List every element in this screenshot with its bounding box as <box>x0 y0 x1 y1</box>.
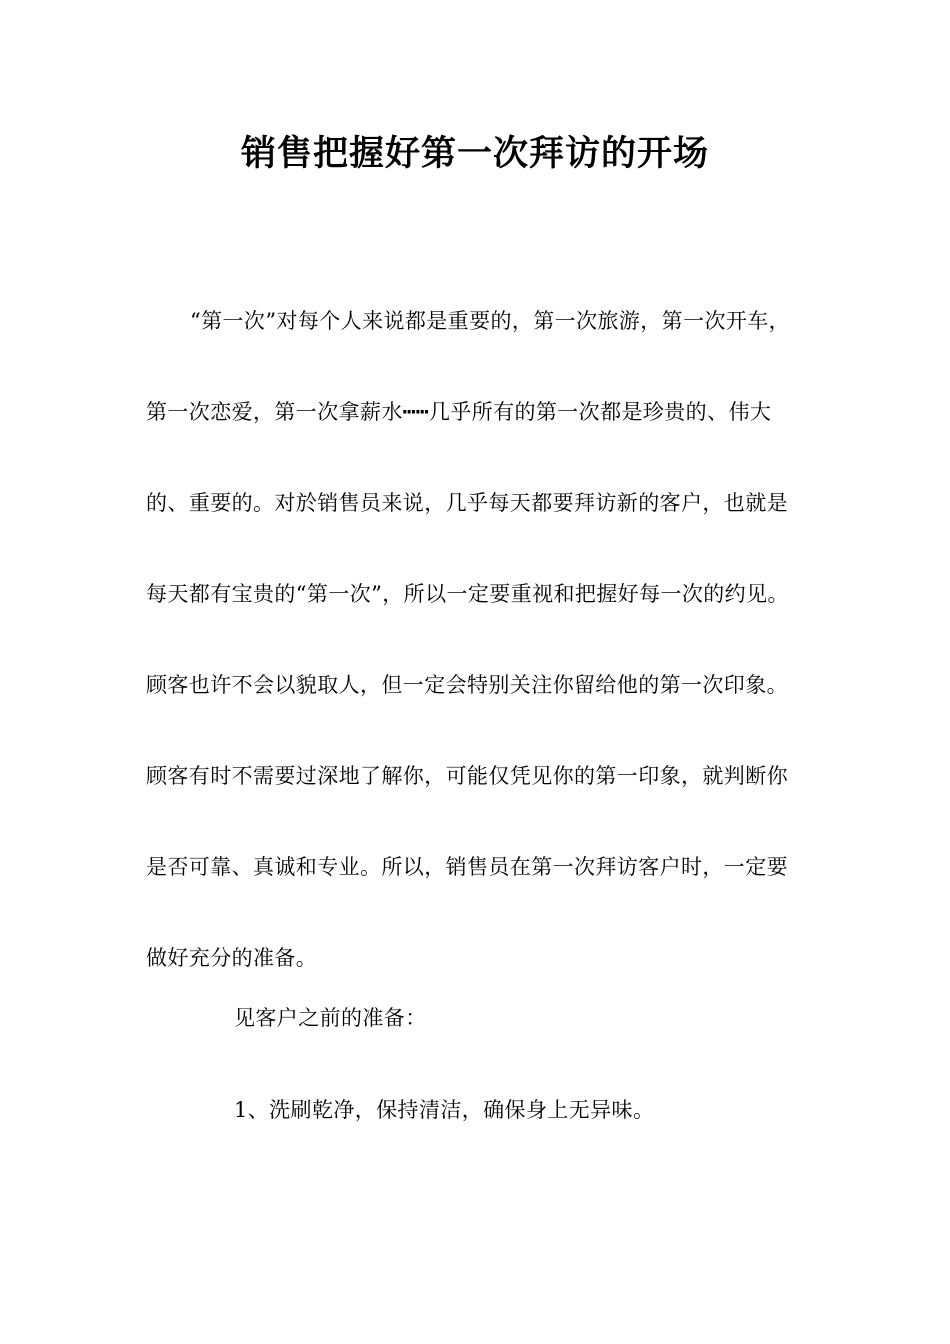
page-title: 销售把握好第一次拜访的开场 <box>240 134 709 174</box>
intro-paragraph: “第一次”对每个人来说都是重要的，第一次旅游，第一次开车，第一次恋爱，第一次拿薪水┅┅几乎所有的第一次都是珍贵的、伟大的、重要的。对於销售员来说，几乎每天都要拜访新的客户，也就是每天都有宝贵的“第一次”，所以一定要重视和把握好每一次的约见。顾客也许不会以貌取人，但一定会特别关注你留给他的第一次印象。顾客有时不需要过深地了解你，可能仅凭见你的第一印象，就判断你是否可靠、真诚和专业。所以，销售员在第一次拜访客户时，一定要做好充分的准备。 <box>146 309 791 970</box>
list-item: 1、洗刷乾净，保持清洁，确保身上无异味。 <box>234 1098 655 1122</box>
section-heading: 见客户之前的准备： <box>234 1006 427 1030</box>
